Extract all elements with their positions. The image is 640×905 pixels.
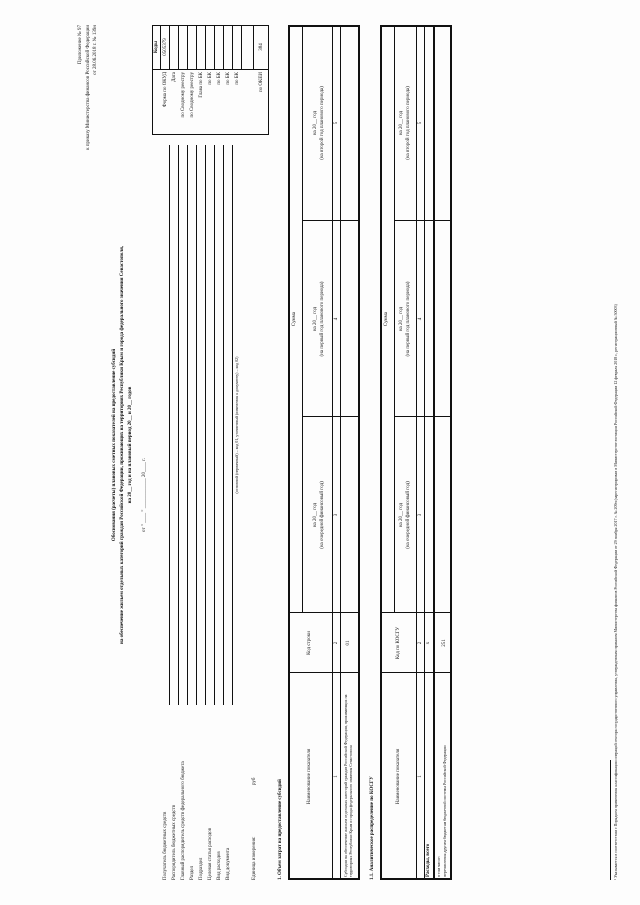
unit-label: Единица измерения: <box>252 836 257 880</box>
s1-num-3: 3 <box>334 513 339 517</box>
code-label-bk-1: по БК <box>208 72 213 85</box>
code-value-okei: 384 <box>259 43 264 51</box>
code-value-okud: 0505379 <box>163 38 168 56</box>
s11-col-sum: Сумма <box>384 311 389 327</box>
s11-row-total-code: x <box>426 641 431 645</box>
s11-num-5: 5 <box>418 121 423 125</box>
code-label-registry-1: по Сводному реестру <box>181 72 186 118</box>
s11-col-y3-sub: (на второй год планового периода) <box>406 86 411 160</box>
s11-col-y2: на 20__ год <box>399 306 404 332</box>
s1-col-y3-sub: (на второй год планового периода) <box>320 86 325 160</box>
field-label-manager: Распорядитель бюджетных средств <box>172 804 177 880</box>
s11-col-y2-sub: (на первый год планового периода) <box>406 281 411 357</box>
s1-col-y2-sub: (на первый год планового периода) <box>320 281 325 357</box>
s11-row-transfers: перечисления другим бюджетам бюджетной системы Российской Федерации <box>442 745 447 877</box>
title-line-1: Обоснования (расчеты) плановых сметных показателей на предоставление субсидий <box>112 348 117 542</box>
s1-row-code: 01 <box>346 640 351 646</box>
s1-row-label: Субсидии на обеспечение жильем отдельных категорий граждан Российской Федерации, проживающих на территориях Республики Крым и города федерального значения Севастополя <box>343 694 353 877</box>
field-label-chief-manager: Главный распорядитель средств федерального бюджета <box>181 761 186 880</box>
title-line-3: на 20__ год и на плановый период 20__ и 20__ годов <box>128 386 133 504</box>
s11-col-name: Наименование показателя <box>396 748 401 805</box>
s11-col-code: Код по КОСГУ <box>396 626 401 660</box>
code-label-okud: Форма по ОКУД <box>163 72 168 108</box>
codes-header: Коды <box>154 40 159 54</box>
date-line: от " ____ " ____________ 20____ г. <box>142 458 147 532</box>
s1-num-5: 5 <box>334 121 339 125</box>
field-label-doc-type: Вид документа <box>226 847 231 880</box>
code-label-date: Дата <box>172 72 177 82</box>
s11-num-3: 3 <box>418 513 423 517</box>
field-label-expense-type: Вид расходов <box>217 851 222 880</box>
field-label-recipient: Получатель бюджетных средств <box>163 811 168 880</box>
s1-num-1: 1 <box>334 775 339 778</box>
s1-col-y1-sub: (на очередной финансовый год) <box>320 481 325 549</box>
s1-col-y3: на 20__ год <box>313 110 318 136</box>
code-label-bk-4: по БК <box>235 72 240 85</box>
code-label-chapter: Глава по БК <box>199 72 204 98</box>
unit-value: руб <box>252 777 257 785</box>
s11-col-y3: на 20__ год <box>399 110 404 136</box>
doc-type-hint: (основной (первичный) – код 01, уточненный (изменения к документу) – код 02) <box>234 356 239 494</box>
appendix-label: Приложение № 97 <box>78 25 83 65</box>
code-label-okei: по ОКЕИ <box>259 72 264 93</box>
code-label-bk-3: по БК <box>226 72 231 85</box>
s1-col-y2: на 20__ год <box>313 306 318 332</box>
s11-col-y1-sub: (на очередной финансовый год) <box>406 481 411 549</box>
section-1-title: 1. Объем затрат на предоставление субсидий <box>278 779 283 880</box>
title-line-2: на обеспечение жильем отдельных категорий граждан Российской Федерации, проживающих на территориях Республики Крым и города федерального значения Севастополя, <box>120 245 125 645</box>
s11-num-2: 2 <box>418 641 423 645</box>
s1-col-name: Наименование показателя <box>307 748 312 805</box>
code-label-bk-2: по БК <box>217 72 222 85</box>
s11-row-total: Расходы, всего <box>426 843 431 877</box>
field-label-section: Раздел <box>190 865 195 880</box>
s11-num-1: 1 <box>418 775 423 778</box>
section-1-1-title: 1.1. Аналитическое распределение по КОСГУ <box>370 776 375 880</box>
s1-col-sum: Сумма <box>292 311 297 327</box>
s1-col-code: Код строки <box>307 631 312 655</box>
footnote: ¹ Указывается в соответствии с Порядком применения классификации операций сектора государственного управления, утвержденным приказом Министерства финансов Российской Федерации от 29 ноября 2017 г. № 209н (зарегистрирован в Министерстве юстиции Российской Федерации 12 февраля 2018 г., регистрационный № 50003) <box>613 304 618 880</box>
s1-num-4: 4 <box>334 317 339 321</box>
s1-col-y1: на 20__ год <box>313 502 318 528</box>
order-line-1: к приказу Министерства финансов Российской Федерации <box>86 25 91 150</box>
s11-row-incl: в том числе: <box>436 856 441 877</box>
field-label-subsection: Подраздел <box>199 857 204 880</box>
s11-num-4: 4 <box>418 317 423 321</box>
s1-num-2: 2 <box>334 641 339 645</box>
order-line-2: от 28.06.2018 г. № 139н <box>93 25 98 75</box>
field-label-target-article: Целевая статья расходов <box>208 827 213 880</box>
s11-row-transfers-code: 251 <box>442 639 447 647</box>
s11-col-y1: на 20__ год <box>399 502 404 528</box>
code-label-registry-2: по Сводному реестру <box>190 72 195 118</box>
